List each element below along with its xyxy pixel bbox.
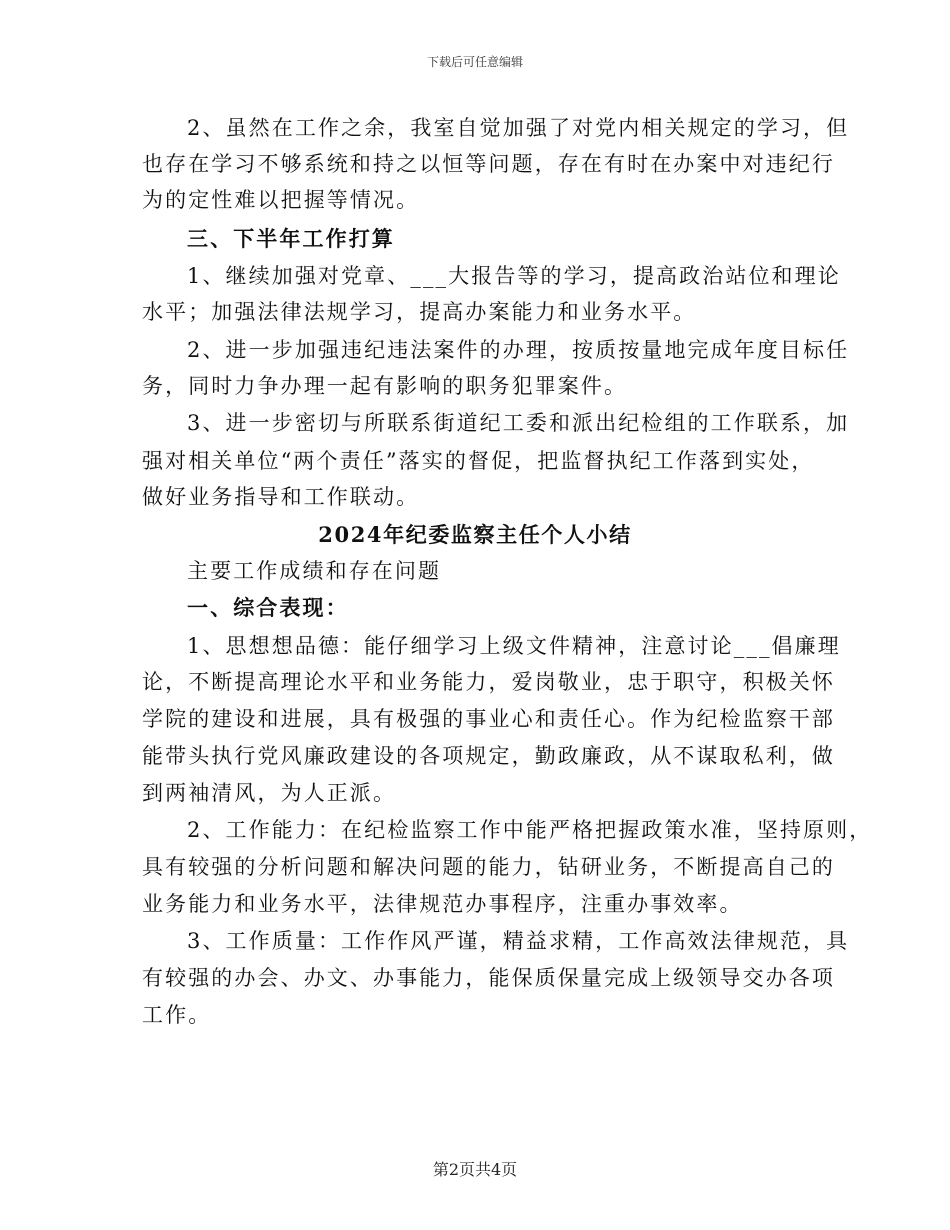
- paragraph-line: 到两袖清风，为人正派。: [142, 781, 397, 805]
- page-footer: 第2页共4页: [432, 1160, 518, 1179]
- paragraph-line: 为的定性难以把握等情况。: [142, 188, 420, 212]
- paragraph-line: 做好业务指导和工作联动。: [142, 485, 420, 509]
- paragraph-line: 2、工作能力：在纪检监察工作中能严格把握政策水准，坚持原则，: [187, 818, 873, 842]
- paragraph-line: 论，不断提高理论水平和业务能力，爱岗敬业，忠于职守，积极关怀: [142, 670, 835, 694]
- paragraph-line: 1、继续加强对党章、___大报告等的学习，提高政治站位和理论: [187, 264, 841, 288]
- paragraph-line: 能带头执行党风廉政建设的各项规定，勤政廉政，从不谋取私利，做: [142, 744, 835, 768]
- paragraph-line: 强对相关单位“两个责任”落实的督促，把监督执纪工作落到实处，: [142, 449, 815, 473]
- paragraph-line: 水平；加强法律法规学习，提高办案能力和业务水平。: [142, 300, 697, 324]
- paragraph-line: 学院的建设和进展，具有极强的事业心和责任心。作为纪检监察干部: [142, 707, 835, 731]
- paragraph-line: 2、虽然在工作之余，我室自觉加强了对党内相关规定的学习，但: [187, 116, 850, 140]
- section-heading: 一、综合表现：: [187, 595, 349, 620]
- section-heading: 三、下半年工作打算: [187, 226, 395, 251]
- paragraph-line: 工作。: [142, 1003, 212, 1027]
- document-subtitle: 主要工作成绩和存在问题: [187, 559, 442, 583]
- document-title: 2024年纪委监察主任个人小结: [318, 522, 632, 547]
- paragraph-line: 业务能力和业务水平，法律规范办事程序，注重办事效率。: [142, 892, 743, 916]
- page-header: 下载后可任意编辑: [426, 55, 523, 69]
- paragraph-line: 1、思想想品德：能仔细学习上级文件精神，注意讨论___倡廉理: [187, 634, 841, 658]
- paragraph-line: 3、进一步密切与所联系街道纪工委和派出纪检组的工作联系，加: [187, 411, 850, 435]
- paragraph-line: 也存在学习不够系统和持之以恒等问题，存在有时在办案中对违纪行: [142, 152, 835, 176]
- paragraph-line: 有较强的办会、办文、办事能力，能保质保量完成上级领导交办各项: [142, 966, 835, 990]
- paragraph-line: 务，同时力争办理一起有影响的职务犯罪案件。: [142, 374, 628, 398]
- paragraph-line: 3、工作质量：工作作风严谨，精益求精，工作高效法律规范，具: [187, 929, 850, 953]
- paragraph-line: 具有较强的分析问题和解决问题的能力，钻研业务，不断提高自己的: [142, 855, 835, 879]
- paragraph-line: 2、进一步加强违纪违法案件的办理，按质按量地完成年度目标任: [187, 338, 850, 362]
